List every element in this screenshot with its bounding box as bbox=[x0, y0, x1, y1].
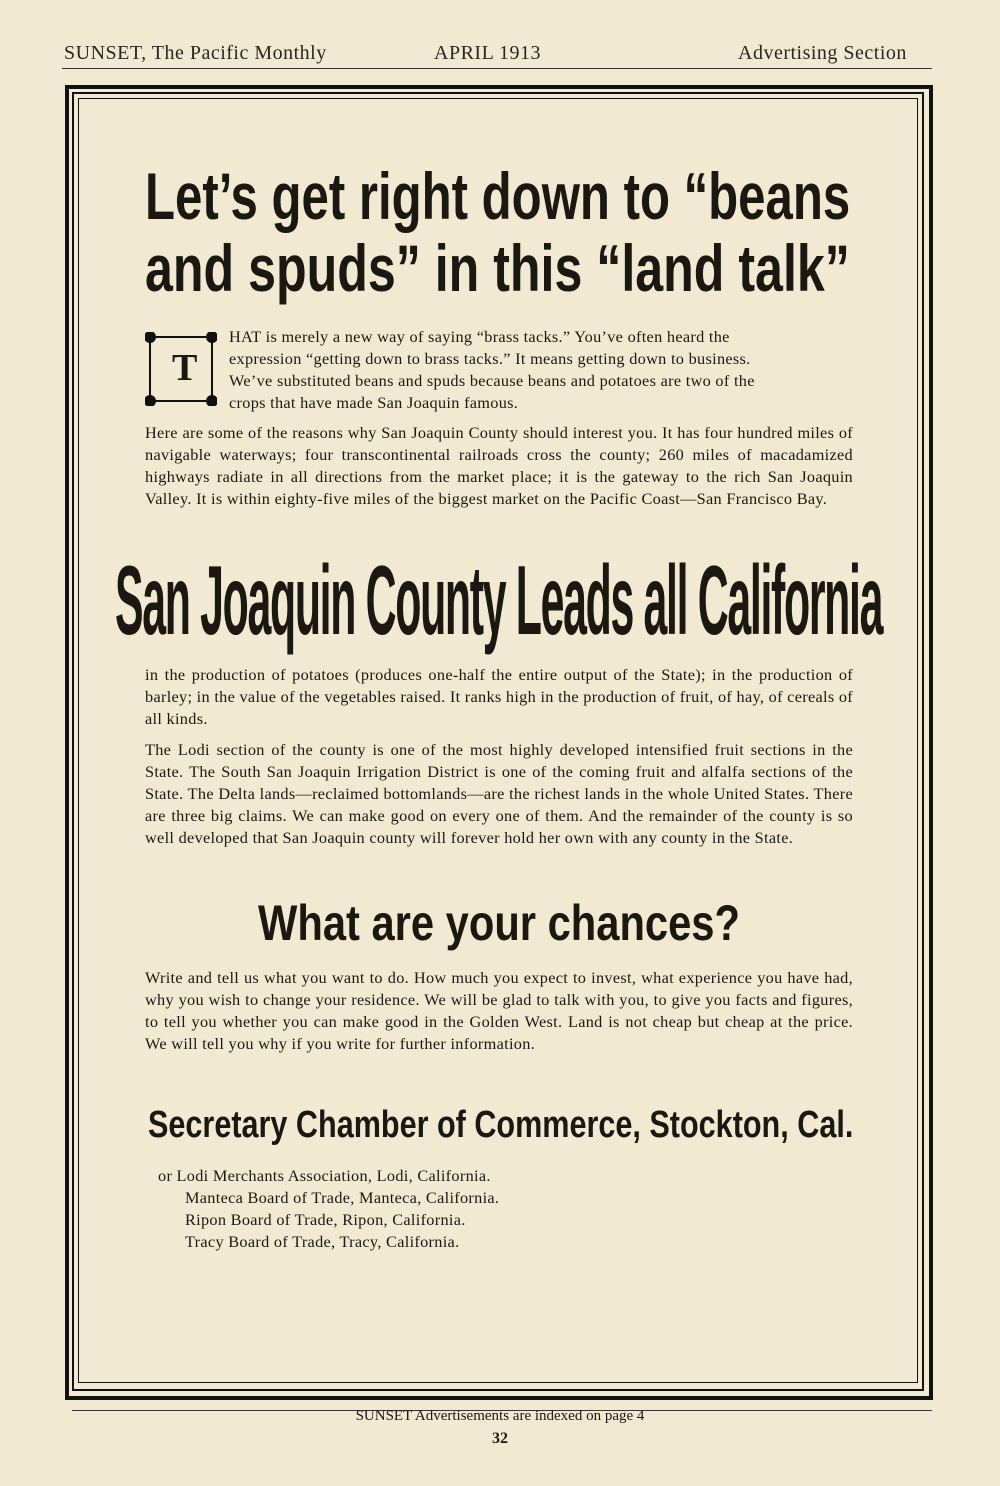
contact-heading: Secretary Chamber of Commerce, Stockton, Cal. bbox=[148, 1104, 854, 1146]
header-rule bbox=[62, 68, 932, 69]
paragraph-write: Write and tell us what you want to do. How much you expect to invest, what experience you have had, why you wish to change your residence. We will be glad to talk with you, to give you facts and figures, to tell you whether you can make good in the Golden West. Land is not cheap but cheap at the price. We will tell you why if you write for further information. bbox=[145, 968, 853, 1053]
intro-line: crops that have made San Joaquin famous. bbox=[229, 393, 519, 412]
headline bbox=[145, 160, 853, 304]
contact-row bbox=[148, 1101, 853, 1149]
headline-row bbox=[145, 160, 853, 232]
drop-cap-letter: T bbox=[172, 347, 198, 389]
headline-line-2: and spuds” in this “land talk” bbox=[145, 231, 850, 305]
alternate-contact: Ripon Board of Trade, Ripon, California. bbox=[185, 1210, 466, 1229]
header-section: Advertising Section bbox=[738, 42, 907, 64]
header-publication: SUNSET, The Pacific Monthly bbox=[64, 42, 327, 64]
subhead-chances: What are your chances? bbox=[258, 895, 740, 951]
alternate-contact: or Lodi Merchants Association, Lodi, California. bbox=[158, 1166, 491, 1185]
headline-line-1: Let’s get right down to “beans bbox=[145, 159, 851, 233]
intro-line: expression “getting down to brass tacks.” It means getting down to business. bbox=[229, 349, 751, 368]
intro-paragraph bbox=[229, 326, 853, 414]
ad-content bbox=[115, 159, 883, 1253]
big-headline: San Joaquin County Leads all California bbox=[115, 545, 883, 655]
paragraph-reasons: Here are some of the reasons why San Joaquin County should interest you. It has four hundred miles of navigable waterways; four transcontinental railroads cross the county; 260 miles of macadamized highways radiate in all directions from the market place; it is the gateway to the rich San Joaquin Valley. It is within eighty-five miles of the biggest market on the Pacific Coast—San Francisco Bay. bbox=[145, 423, 853, 508]
page-number: 32 bbox=[492, 1430, 508, 1447]
alternate-contact: Tracy Board of Trade, Tracy, California. bbox=[185, 1232, 460, 1251]
big-headline-row bbox=[115, 545, 883, 655]
intro-line: HAT is merely a new way of saying “brass tacks.” You’ve often heard the bbox=[229, 327, 730, 346]
subhead-row bbox=[258, 893, 853, 953]
header-date: APRIL 1913 bbox=[434, 42, 542, 64]
alternate-contact: Manteca Board of Trade, Manteca, California. bbox=[185, 1188, 500, 1207]
paragraph-lodi: The Lodi section of the county is one of the most highly developed intensified fruit sections in the State. The South San Joaquin Irrigation District is one of the coming fruit and alfalfa sections of the State. The Delta lands—reclaimed bottomlands—are the richest lands in the whole United States. There are three big claims. We can make good on every one of them. And the remainder of the county is so well developed that San Joaquin county will forever hold her own with any county in the State. bbox=[145, 740, 853, 847]
intro-block bbox=[145, 326, 853, 414]
footer-note: SUNSET Advertisements are indexed on page 4 bbox=[355, 1408, 645, 1424]
alternate-contacts bbox=[145, 1165, 853, 1253]
paragraph-production: in the production of potatoes (produces one-half the entire output of the State); in the production of barley; in the value of the vegetables raised. It ranks high in the production of fruit, of hay, of cereals of all kinds. bbox=[145, 665, 853, 728]
intro-line: We’ve substituted beans and spuds because beans and potatoes are two of the bbox=[229, 371, 755, 390]
drop-cap-frame bbox=[145, 332, 217, 406]
headline-row bbox=[145, 232, 853, 304]
